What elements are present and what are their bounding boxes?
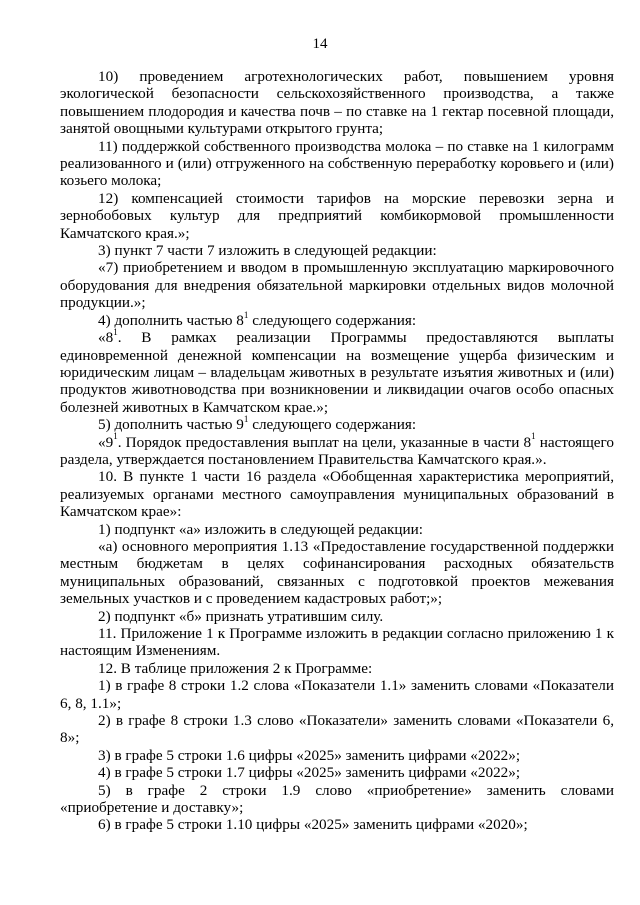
text-run: 11) поддержкой собственного производства молока – по ставке на 1 килограмм реализованного и (или) отгруженного на собственную переработку коровьего и (или) козьего молока;: [60, 137, 614, 190]
superscript: 1: [113, 431, 118, 442]
paragraph: [60, 816, 614, 833]
paragraph: [60, 138, 614, 190]
paragraph: [60, 431, 614, 469]
text-run: . В рамках реализации Программы предоставляются выплаты единовременной денежной компенсации на возмещение ущерба физическим и юридическим лицам – владельцам животных в результате изъятия животных и (или) продуктов животноводства при возникновении и ликвидации очагов особо опасных болезней животных в Камчатском крае.»;: [60, 329, 614, 416]
page-number: 14: [312, 36, 328, 52]
text-run: 1) подпункт «а» изложить в следующей редакции:: [98, 520, 423, 538]
text-run: 12) компенсацией стоимости тарифов на морские перевозки зерна и зернобобовых культур для предприятий комбикормовой промышленности Камчатского края.»;: [60, 189, 614, 242]
superscript: 1: [243, 309, 249, 320]
text-run: 5) в графе 2 строки 1.9 слово «приобретение» заменить словами «приобретение и доставку»;: [60, 781, 614, 817]
text-run: 2) подпункт «б» признать утратившим силу.: [98, 607, 384, 625]
text-run: 4) дополнить частью 8: [98, 311, 244, 329]
paragraph: [60, 764, 614, 781]
text-run: «8: [98, 329, 114, 347]
text-run: . Порядок предоставления выплат на цели, указанные в части 8: [117, 433, 532, 451]
paragraph: [60, 660, 614, 677]
text-run: 5) дополнить частью 9: [98, 416, 244, 434]
paragraph: [60, 190, 614, 242]
text-run: 4) в графе 5 строки 1.7 цифры «2025» заменить цифрами «2022»;: [98, 764, 521, 782]
paragraph: [60, 677, 614, 712]
paragraph: [60, 625, 614, 660]
text-run: «7) приобретением и вводом в промышленную эксплуатацию маркировочного оборудования для внедрения обязательной маркировки отдельных видов молочной продукции.»;: [60, 259, 614, 312]
text-run: «а) основного мероприятия 1.13 «Предоставление государственной поддержки местным бюджетам в целях софинансирования расходных обязательств муниципальных образований, связанных с подготовкой проектов межевания земельных участков и с проведением кадастровых работ;»;: [60, 537, 614, 608]
text-run: 6) в графе 5 строки 1.10 цифры «2025» заменить цифрами «2020»;: [98, 816, 528, 834]
paragraph: [60, 468, 614, 520]
text-run: «9: [98, 433, 114, 451]
superscript: 1: [243, 414, 249, 425]
text-run: 11. Приложение 1 к Программе изложить в редакции согласно приложению 1 к настоящим Изменениям.: [60, 625, 614, 660]
text-run: 2) в графе 8 строки 1.3 слово «Показатели» заменить словами «Показатели 6, 8»;: [60, 712, 614, 747]
text-run: 3) пункт 7 части 7 изложить в следующей редакции:: [98, 242, 437, 260]
paragraph: [60, 309, 614, 329]
text-run: следующего содержания:: [248, 311, 417, 329]
paragraph: [60, 242, 614, 259]
text-run: настоящего раздела, утверждается постановлением Правительства Камчатского края.».: [60, 433, 614, 468]
document-body: [60, 68, 614, 834]
paragraph: [60, 782, 614, 817]
paragraph: [60, 259, 614, 311]
paragraph: [60, 521, 614, 538]
paragraph: [60, 538, 614, 608]
text-run: 1) в графе 8 строки 1.2 слова «Показатели 1.1» заменить словами «Показатели 6, 8, 1.1»;: [60, 677, 614, 712]
paragraph: [60, 712, 614, 747]
text-run: 10. В пункте 1 части 16 раздела «Обобщенная характеристика мероприятий, реализуемых органами местного самоуправления муниципальных образований в Камчатском крае»:: [60, 468, 614, 521]
paragraph: [60, 329, 614, 416]
superscript: 1: [113, 327, 118, 338]
text-run: следующего содержания:: [248, 416, 417, 434]
text-run: 10) проведением агротехнологических работ, повышением уровня экологической безопасности сельскохозяйственного производства, а также повышением плодородия и качества почв – по ставке на 1 гектар посевной площади, занятой овощными культурами открытого грунта;: [60, 68, 614, 138]
text-run: 3) в графе 5 строки 1.6 цифры «2025» заменить цифрами «2022»;: [98, 746, 521, 764]
paragraph: [60, 68, 614, 138]
paragraph: [60, 747, 614, 764]
superscript: 1: [531, 431, 536, 442]
paragraph: [60, 608, 614, 625]
text-run: 12. В таблице приложения 2 к Программе:: [98, 659, 373, 677]
